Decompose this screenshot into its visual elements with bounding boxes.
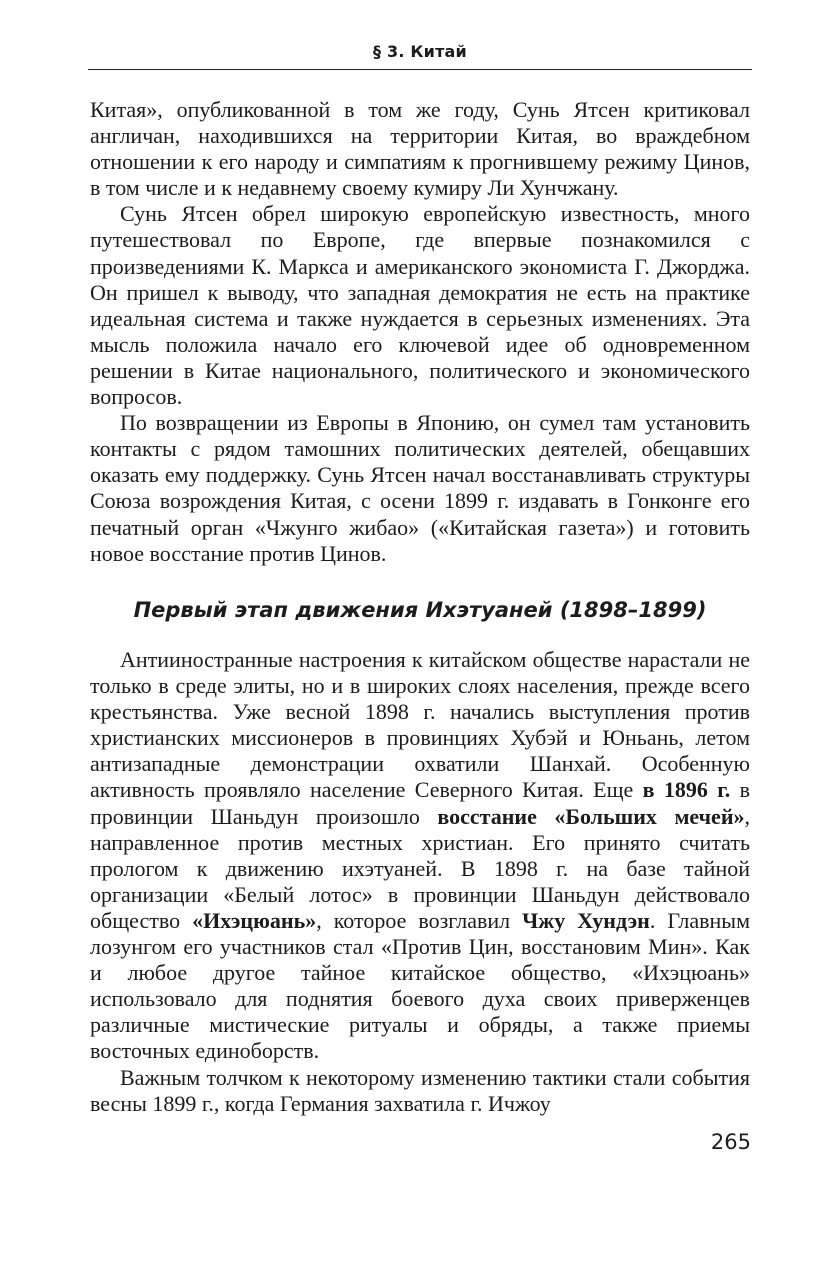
text-run: . Главным лозунгом его участников стал «Против Цин, восстановим Мин». Как и любое другое тайное китайское общество, «Ихэцюань» использовало для поднятия боевого духа своих приверженцев различные мистические ритуалы и обряды, а также приемы восточных единоборств. — [90, 907, 751, 1064]
text-block-top — [90, 97, 750, 567]
paragraph — [90, 647, 750, 1065]
text-run: в провинции Шаньдун произошло — [90, 777, 751, 829]
bold-term: восстание «Больших мечей» — [437, 803, 745, 829]
page-number: 265 — [710, 1130, 751, 1154]
text-run: , направленное против местных христиан. Его принято считать прологом к движению ихэтуаней. В 1898 г. на базе тайной организации «Белый лотос» в провинции Шаньдун действовало общество — [90, 803, 750, 933]
bold-term: «Ихэцюань» — [192, 907, 317, 933]
paragraph: Китая», опубликованной в том же году, Сунь Ятсен критиковал англичан, находившихся на территории Китая, во враждебном отношении к его народу и симпатиям к прогнившему режиму Цинов, в том числе и к недавнему своему кумиру Ли Хунчжану. — [90, 97, 750, 201]
bold-date: в 1896 г. — [642, 777, 731, 803]
running-header: § 3. Китай — [373, 42, 467, 61]
bold-person: Чжу Хундэн — [522, 907, 650, 933]
text-run: Антииностранные настроения к китайском обществе нарастали не только в среде элиты, но и в широких слоях населения, прежде всего крестьянства. Уже весной 1898 г. начались выступления против христианских миссионеров в провинциях Хубэй и Юньань, летом антизападные демонстрации охватили Шанхай. Особенную активность проявляло население Северного Китая. Еще — [90, 647, 750, 803]
text-block-bottom — [90, 647, 750, 1117]
paragraph: Сунь Ятсен обрел широкую европейскую известность, много путешествовал по Европе, где впервые познакомился с произведениями К. Маркса и американского экономиста Г. Джорджа. Он пришел к выводу, что западная демократия не есть на практике идеальная система и также нуждается в серьезных изменениях. Эта мысль положила начало его ключевой идее об одновременном решении в Китае национального, политического и экономического вопросов. — [90, 201, 750, 410]
section-heading: Первый этап движения Ихэтуаней (1898–1899) — [133, 598, 707, 622]
paragraph: По возвращении из Европы в Японию, он сумел там установить контакты с рядом тамошних политических деятелей, обещавших оказать ему поддержку. Сунь Ятсен начал восстанавливать структуры Союза возрождения Китая, с осени 1899 г. издавать в Гонконге его печатный орган «Чжунго жибао» («Китайская газета») и готовить новое восстание против Цинов. — [90, 410, 750, 566]
paragraph: Важным толчком к некоторому изменению тактики стали события весны 1899 г., когда Германия захватила г. Ичжоу — [90, 1064, 750, 1116]
text-run: , которое возглавил — [316, 907, 523, 933]
header-rule — [88, 69, 752, 70]
